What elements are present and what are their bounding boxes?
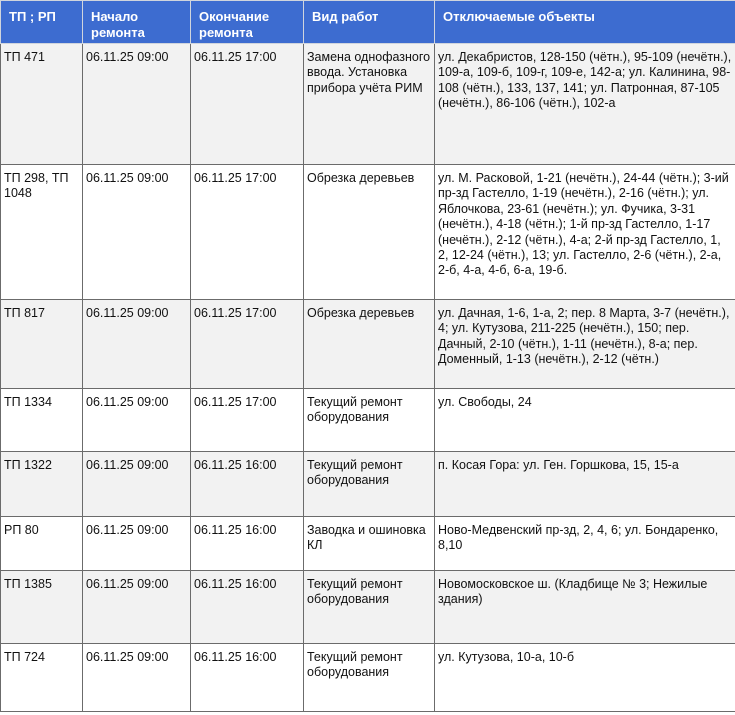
cell-end: 06.11.25 16:00 <box>191 644 304 712</box>
cell-end: 06.11.25 17:00 <box>191 300 304 389</box>
cell-work: Текущий ремонт оборудования <box>304 452 435 517</box>
header-tp: ТП ; РП <box>1 1 83 44</box>
cell-tp: ТП 817 <box>1 300 83 389</box>
cell-objects: ул. Декабристов, 128-150 (чётн.), 95-109 (нечётн.), 109-а, 109-б, 109-г, 109-е, 142-а; ул. Калинина, 98-108 (чётн.), 133, 137, 141; ул. Патронная, 87-105 (нечётн.), 86-106 (чётн.), 102-а <box>435 44 735 165</box>
cell-start: 06.11.25 09:00 <box>83 389 191 452</box>
cell-tp: ТП 1322 <box>1 452 83 517</box>
header-start: Начало ремонта <box>83 1 191 44</box>
table-row <box>1 44 735 165</box>
cell-objects: п. Косая Гора: ул. Ген. Горшкова, 15, 15-а <box>435 452 735 517</box>
header-objects: Отключаемые объекты <box>435 1 735 44</box>
cell-tp: ТП 724 <box>1 644 83 712</box>
cell-tp: ТП 298, ТП 1048 <box>1 165 83 300</box>
cell-tp: ТП 471 <box>1 44 83 165</box>
cell-objects: ул. Кутузова, 10-а, 10-б <box>435 644 735 712</box>
table-row <box>1 517 735 571</box>
table-row <box>1 165 735 300</box>
cell-end: 06.11.25 17:00 <box>191 165 304 300</box>
cell-start: 06.11.25 09:00 <box>83 644 191 712</box>
cell-start: 06.11.25 09:00 <box>83 165 191 300</box>
cell-objects: ул. М. Расковой, 1-21 (нечётн.), 24-44 (чётн.); 3-ий пр-зд Гастелло, 1-19 (нечётн.), 2-16 (чётн.); ул. Яблочкова, 23-61 (нечётн.); ул. Фучика, 3-31 (нечётн.), 4-18 (чётн.); 1-й пр-зд Гастелло, 1-17 (нечётн.), 2-12 (чётн.), 4-а; 2-й пр-зд Гастелло, 1, 2, 12-24 (чётн.), 13; ул. Гастелло, 2-6 (чётн.), 2-а, 2-б, 4-а, 4-б, 6-а, 19-б. <box>435 165 735 300</box>
cell-end: 06.11.25 17:00 <box>191 389 304 452</box>
header-row <box>1 1 735 44</box>
cell-start: 06.11.25 09:00 <box>83 517 191 571</box>
cell-start: 06.11.25 09:00 <box>83 44 191 165</box>
cell-tp: ТП 1334 <box>1 389 83 452</box>
cell-end: 06.11.25 16:00 <box>191 571 304 644</box>
header-end: Окончание ремонта <box>191 1 304 44</box>
table-row <box>1 452 735 517</box>
table-row <box>1 389 735 452</box>
cell-end: 06.11.25 16:00 <box>191 517 304 571</box>
cell-tp: ТП 1385 <box>1 571 83 644</box>
cell-objects: Новомосковское ш. (Кладбище № 3; Нежилые здания) <box>435 571 735 644</box>
cell-tp: РП 80 <box>1 517 83 571</box>
cell-objects: ул. Свободы, 24 <box>435 389 735 452</box>
cell-objects: Ново-Медвенский пр-зд, 2, 4, 6; ул. Бондаренко, 8,10 <box>435 517 735 571</box>
cell-work: Текущий ремонт оборудования <box>304 644 435 712</box>
cell-work: Замена однофазного ввода. Установка прибора учёта РИМ <box>304 44 435 165</box>
cell-work: Обрезка деревьев <box>304 300 435 389</box>
header-work-type: Вид работ <box>304 1 435 44</box>
table-row <box>1 644 735 712</box>
cell-work: Текущий ремонт оборудования <box>304 571 435 644</box>
cell-start: 06.11.25 09:00 <box>83 571 191 644</box>
table-row <box>1 571 735 644</box>
cell-start: 06.11.25 09:00 <box>83 452 191 517</box>
cell-end: 06.11.25 17:00 <box>191 44 304 165</box>
cell-end: 06.11.25 16:00 <box>191 452 304 517</box>
cell-work: Обрезка деревьев <box>304 165 435 300</box>
table-row <box>1 300 735 389</box>
cell-work: Текущий ремонт оборудования <box>304 389 435 452</box>
cell-objects: ул. Дачная, 1-6, 1-а, 2; пер. 8 Марта, 3-7 (нечётн.), 4; ул. Кутузова, 211-225 (нечётн.), 150; пер. Дачный, 2-10 (чётн.), 1-11 (нечётн.), 8-а; пер. Доменный, 1-13 (нечётн.), 2-12 (чётн.) <box>435 300 735 389</box>
cell-start: 06.11.25 09:00 <box>83 300 191 389</box>
cell-work: Заводка и ошиновка КЛ <box>304 517 435 571</box>
